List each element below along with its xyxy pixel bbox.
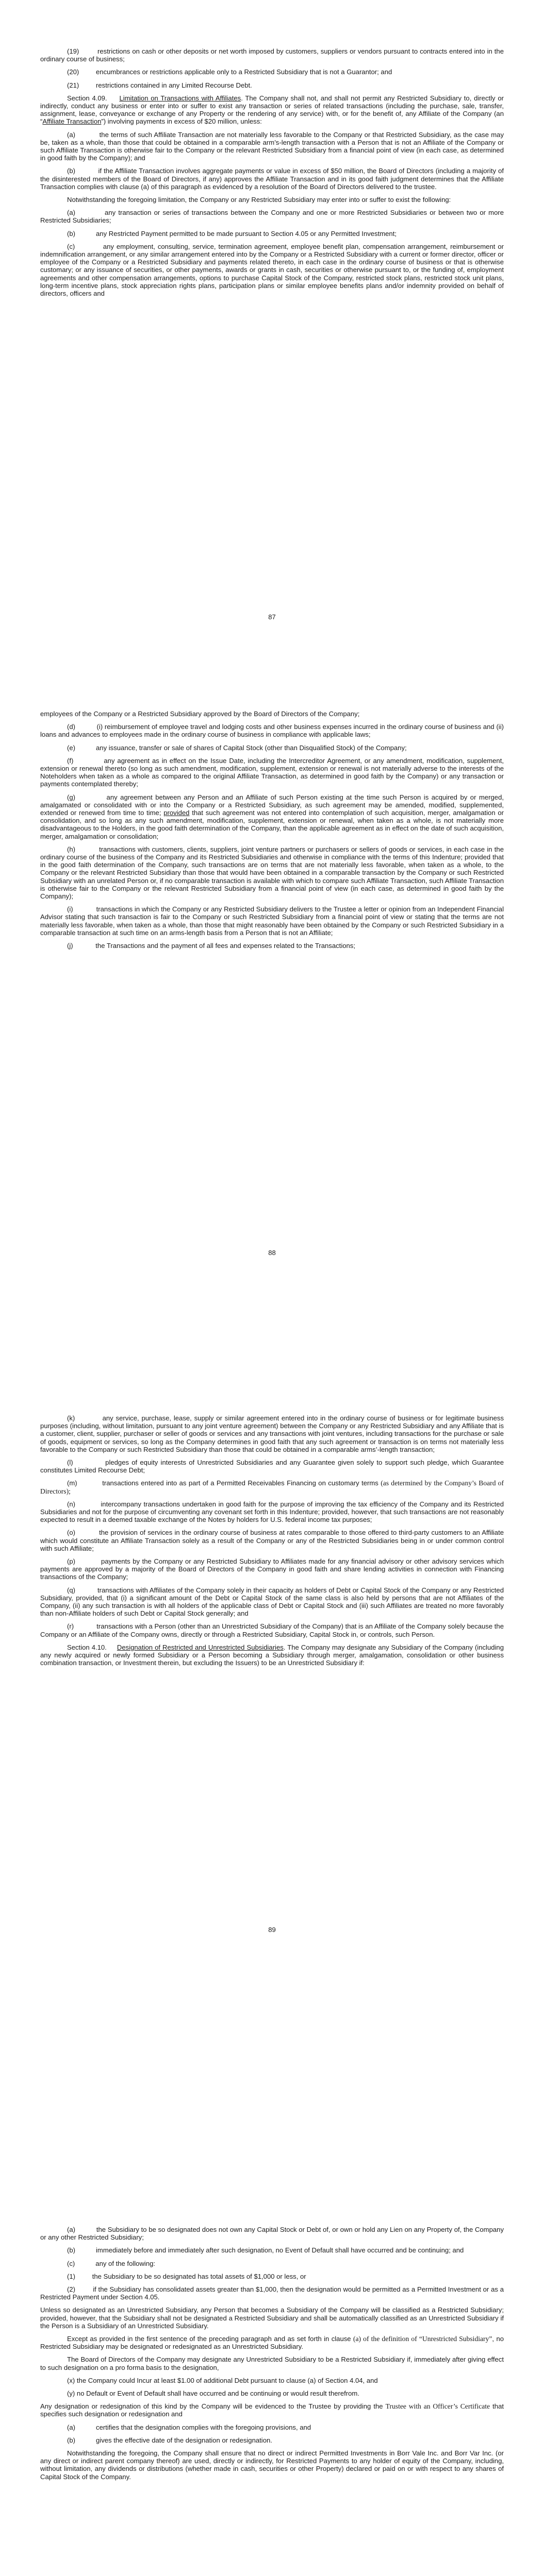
except-text: Except as provided in the first sentence of the preceding paragraph and as set forth in clause xyxy=(67,2335,353,2343)
clause-a-terms: (a) the terms of such Affiliate Transaction are not materially less favorable to the Company or that Restricted Subsidiary, as the case may be, taken as a whole, than those that could be obtained in a comparable arm’s-length transaction with a Person that is not an Affiliate of the Company or such Affiliate Transaction is otherwise fair to the Company or the relevant Restricted Subsidiary from a financial point of view (in each case, as determined in good faith by the Company); and xyxy=(40,130,504,162)
permitted-clause-c: (c) any employment, consulting, service, termination agreement, employee benefit plan, compensation arrangement, reimbursement or indemnification arrangement, or any similar arrangement entered into by the Company or a Restricted Subsidiary with a current or former director, officer or employee of the Company or a Restricted Subsidiary and payments related thereto, in each case in the ordinary course of business or that is otherwise customary; or any issuance of securities, or other payments, awards or grants in cash, securities or otherwise pursuant to, or the funding of, employment agreements and other compensation arrangements, options to purchase Capital Stock of the Company, restricted stock plans, restricted stock unit plans, long-term incentive plans, stock appreciation rights plans, participation plans or similar employee benefits plans and/or indemnity provided on behalf of directors, officers and xyxy=(40,242,504,298)
clause-20: (20) encumbrances or restrictions applicable only to a Restricted Subsidiary that is not a Guarantor; and xyxy=(67,68,392,76)
page-number-89: 89 xyxy=(268,1926,276,1934)
permitted-clause-p: (p) payments by the Company or any Restricted Subsidiary to Affiliates made for any financial advisory or other advisory services which payments are approved by a majority of the Board of Directors of the Company in good faith and share lending activities in connection with Financing transactions of the Company; xyxy=(40,1557,504,1581)
clause-b-board-approval: (b) if the Affiliate Transaction involves aggregate payments or value in excess of $50 million, the Board of Directors (including a majority of the disinterested members of the Board of Directors, if any) approves the Affiliate Transaction and in its good faith judgment determines that the Affiliate Transaction complies with clause (a) of this paragraph as evidenced by a resolution of the Board of Directors delivered to the trustee. xyxy=(40,167,504,191)
effective-date-clause-b: (b) gives the effective date of the designation or redesignation. xyxy=(67,2436,272,2444)
permitted-clause-g xyxy=(40,793,504,840)
except-text-2: , no Restricted Subsidiary may be designated or redesignated as an Unrestricted Subsidiary. xyxy=(40,2335,504,2351)
any-designation-text-2: that specifies such designation or redesignation and xyxy=(40,2402,504,2418)
permitted-clause-i: (i) transactions in which the Company or any Restricted Subsidiary delivers to the Trustee a letter or opinion from an Independent Financial Advisor stating that such transaction is fair to the Company or such Restricted Subsidiary from a financial point of view or stating that the terms are not materially less favorable, when taken as a whole, than those that might reasonably have been obtained by the Company or such Restricted Subsidiary in a comparable transaction at such time on an arms-length basis from a Person that is not an Affiliate; xyxy=(40,905,504,937)
permitted-clause-h: (h) transactions with customers, clients, suppliers, joint venture partners or purchasers or sellers of goods or services, in each case in the ordinary course of the business of the Company and its Restricted Subsidiaries and otherwise in compliance with the terms of this Indenture; provided that in the good faith determination of the Company, such transactions are on terms that are not materially less favorable, when taken as a whole, to the Company or the relevant Restricted Subsidiary than those that would have been obtained in a comparable transaction by the Company or such Restricted Subsidiary with an unrelated Person or, if no comparable transaction is available with which to compare such Affiliate Transaction, such Affiliate Transaction is otherwise fair to the Company or the relevant Restricted Subsidiary from a financial point of view (in each case, as determined in good faith by the Company); xyxy=(40,845,504,901)
designation-clause-b: (b) immediately before and immediately after such designation, no Event of Default shall have occurred and be continuing; and xyxy=(67,2246,464,2255)
clause-c-continuation: employees of the Company or a Restricted Subsidiary approved by the Board of Directors of the Company; xyxy=(40,710,360,718)
permitted-clause-e: (e) any issuance, transfer or sale of shares of Capital Stock (other than Disqualified Stock) of the Company; xyxy=(67,743,407,752)
permitted-clause-a: (a) any transaction or series of transactions between the Company and one or more Restricted Subsidiaries or between two or more Restricted Subsidiaries; xyxy=(40,209,504,225)
permitted-clause-f: (f) any agreement as in effect on the Issue Date, including the Intercreditor Agreement, or any amendment, modification, supplement, extension or renewal thereto (so long as such amendment, modification, supplement, extension or renewal is not materially adverse to the interests of the Noteholders when taken as a whole as compared to the original Affiliate Transaction, as determined in good faith by the Company) or any transaction or payments contemplated thereby; xyxy=(40,756,504,788)
section-4-09-body-part2: ”) involving payments in excess of $20 million, unless: xyxy=(101,117,262,126)
any-designation-paragraph xyxy=(40,2402,504,2418)
clause-19: (19) restrictions on cash or other deposits or net worth imposed by customers, suppliers or vendors pursuant to contracts entered into in the ordinary course of business; xyxy=(40,47,504,63)
permitted-clause-b: (b) any Restricted Payment permitted to be made pursuant to Section 4.05 or any Permitted Investment; xyxy=(67,229,397,238)
certifies-clause-a: (a) certifies that the designation complies with the foregoing provisions, and xyxy=(67,2423,311,2431)
except-as-provided-paragraph xyxy=(40,2335,504,2350)
permitted-clause-m xyxy=(40,1479,504,1495)
notwithstanding-paragraph: Notwithstanding the foregoing limitation, the Company or any Restricted Subsidiary may enter into or suffer to exist the following: xyxy=(67,196,451,204)
section-4-09-title: Limitation on Transactions with Affiliates xyxy=(119,94,241,102)
board-designation-paragraph: The Board of Directors of the Company may designate any Unrestricted Subsidiary to be a Restricted Subsidiary if, immediately after giving effect to such designation on a pro forma basis to the designation, xyxy=(40,2355,504,2371)
permitted-clause-j: (j) the Transactions and the payment of all fees and expenses related to the Transactions; xyxy=(67,942,355,950)
clause-m-text: (m) transactions entered into as part of a Permitted Receivables Financing on customary terms xyxy=(67,1479,381,1487)
section-4-10-body: . The Company may designate any Subsidiary of the Company (including any newly acquired or newly formed Subsidiary or a Person becoming a Subsidiary through merger, amalgamation, consolidation or other business combination transaction, or Investment therein, but excluding the Issuers) to be an Unrestricted Subsidiary if: xyxy=(40,1643,504,1667)
clause-g-provided: provided xyxy=(163,809,190,817)
permitted-clause-k: (k) any service, purchase, lease, supply or similar agreement entered into in the ordinary course of business or for legitimate business purposes (including, without limitation, pursuant to any joint venture agreement) between the Company or any Restricted Subsidiary and any Affiliate that is a customer, client, supplier, purchaser or seller of goods or services and any transactions with joint ventures, including transactions for the purchase or sale of goods, equipment or services, so long as the Company determines in good faith that any such agreement or transaction is on terms not materially less favorable to the Company or such Restricted Subsidiary than those that could be obtained in a comparable arms’-length transaction; xyxy=(40,1414,504,1453)
permitted-clause-q: (q) transactions with Affiliates of the Company solely in their capacity as holders of Debt or Capital Stock of the Company or any Restricted Subsidiary, provided, that (i) a significant amount of the Debt or Capital Stock of the same class is also held by persons that are not Affiliates of the Company, (ii) any such transaction is with all holders of the applicable class of Debt or Capital Stock and (iii) such Affiliates are treated no more favorably than non-Affiliate holders of such Debt or Capital Stock generally; and xyxy=(40,1586,504,1618)
page-90 xyxy=(0,2226,544,2486)
designation-subclause-1: (1) the Subsidiary to be so designated has total assets of $1,000 or less, or xyxy=(67,2272,306,2280)
section-4-10-title: Designation of Restricted and Unrestricted Subsidiaries xyxy=(117,1643,284,1651)
notwithstanding-borr-paragraph: Notwithstanding the foregoing, the Company shall ensure that no direct or indirect Permitted Investments in Borr Vale Inc. and Borr Var Inc. (or any direct or indirect parent company thereof) are used, directly or indirectly, for Restricted Payments to any holder of equity of the Company, including, without limitation, any dividends or distributions (whether made in cash, securities or other Property) declared or paid on or with respect to any shares of Capital Stock of the Company. xyxy=(40,2449,504,2481)
section-4-09-body-part1: . The Company shall not, and shall not permit any Restricted Subsidiary to, directly or indirectly, conduct any business or enter into or suffer to exist any transaction or series of related transactions (including the purchase, sale, transfer, assignment, lease, conveyance or exchange of any Property or the rendering of any service) with, or for the benefit of, any Affiliate of the Company (an “ xyxy=(40,94,504,126)
page-number-88: 88 xyxy=(268,1249,276,1257)
clause-21: (21) restrictions contained in any Limited Recourse Debt. xyxy=(67,81,252,89)
section-4-10-paragraph xyxy=(40,1643,504,1667)
any-designation-serif-text: Trustee with an Officer’s Certificate xyxy=(385,2402,490,2411)
designation-subclause-2: (2) if the Subsidiary has consolidated assets greater than $1,000, then the designation would be permitted as a Permitted Investment or as a Restricted Payment under Section 4.05. xyxy=(40,2285,504,2301)
any-designation-text: Any designation or redesignation of this kind by the Company will be evidenced to the Trustee by providing the xyxy=(40,2402,386,2411)
permitted-clause-l: (l) pledges of equity interests of Unrestricted Subsidiaries and any Guarantee given solely to support such pledge, which Guarantee constitutes Limited Recourse Debt; xyxy=(40,1459,504,1475)
designation-clause-a: (a) the Subsidiary to be so designated does not own any Capital Stock or Debt of, or own or hold any Lien on any Property of, the Company or any other Restricted Subsidiary; xyxy=(40,2226,504,2242)
designation-condition-x: (x) the Company could Incur at least $1.00 of additional Debt pursuant to clause (a) of Section 4.04, and xyxy=(67,2376,378,2384)
permitted-clause-o: (o) the provision of services in the ordinary course of business at rates comparable to those offered to third-party customers to an Affiliate which would constitute an Affiliate Transaction solely as a result of the Company or any of the Restricted Subsidiaries being in or under common control with such Affiliate; xyxy=(40,1529,504,1552)
page-87 xyxy=(0,47,544,302)
clause-g-text: (g) any agreement between any Person and an Affiliate of such Person existing at the time such Person is acquired by or merged, amalgamated or consolidated with or into the Company or a Restricted Subsidiary, as such agreement may be amended, modified, supplemented, extended or renewed from time to time; xyxy=(40,793,504,817)
except-serif-text: (a) of the definition of “Unrestricted Subsidiary” xyxy=(353,2335,492,2343)
section-4-09-paragraph xyxy=(40,94,504,126)
page-89 xyxy=(0,1414,544,1672)
unless-designated-paragraph: Unless so designated as an Unrestricted Subsidiary, any Person that becomes a Subsidiary of the Company will be classified as a Restricted Subsidiary; provided, however, that the Subsidiary shall not be designated a Restricted Subsidiary and shall be automatically classified as an Unrestricted Subsidiary if the Person is a Subsidiary of an Unrestricted Subsidiary. xyxy=(40,2306,504,2330)
permitted-clause-r: (r) transactions with a Person (other than an Unrestricted Subsidiary of the Company) that is an Affiliate of the Company solely because the Company or an Affiliate of the Company owns, directly or through a Restricted Subsidiary, Capital Stock in, or controls, such Person. xyxy=(40,1622,504,1638)
permitted-clause-n: (n) intercompany transactions undertaken in good faith for the purpose of improving the tax efficiency of the Company and its Restricted Subsidiaries and not for the purpose of circumventing any covenant set forth in this Indenture; provided, however, that such transactions are not reasonably expected to result in a deemed taxable exchange of the Notes by holders for U.S. federal income tax purposes; xyxy=(40,1500,504,1524)
permitted-clause-d: (d) (i) reimbursement of employee travel and lodging costs and other business expenses incurred in the ordinary course of business and (ii) loans and advances to employees made in the ordinary course of business in compliance with applicable laws; xyxy=(40,723,504,739)
page-number-87: 87 xyxy=(268,613,276,621)
designation-clause-c: (c) any of the following: xyxy=(67,2259,156,2267)
page-88 xyxy=(0,710,544,955)
section-4-10-number: Section 4.10. xyxy=(67,1643,117,1651)
clause-g-rest: that such agreement was not entered into contemplation of such acquisition, merger, amalgamation or consolidation, and so long as any such amendment, modification, supplement, extension or renewal, when taken as a whole, is not materially more disadvantageous to the Holders, in the good faith determination of the Company, than the applicable agreement as in effect on the date of such acquisition, merger, amalgamation or consolidation; xyxy=(40,809,504,840)
designation-condition-y: (y) no Default or Event of Default shall have occurred and be continuing or would result therefrom. xyxy=(67,2389,359,2398)
clause-m-serif-text: (as determined by the Company’s Board of Directors); xyxy=(40,1479,504,1495)
defined-term-affiliate-transaction: Affiliate Transaction xyxy=(42,117,102,126)
section-4-09-number: Section 4.09. xyxy=(67,94,120,102)
